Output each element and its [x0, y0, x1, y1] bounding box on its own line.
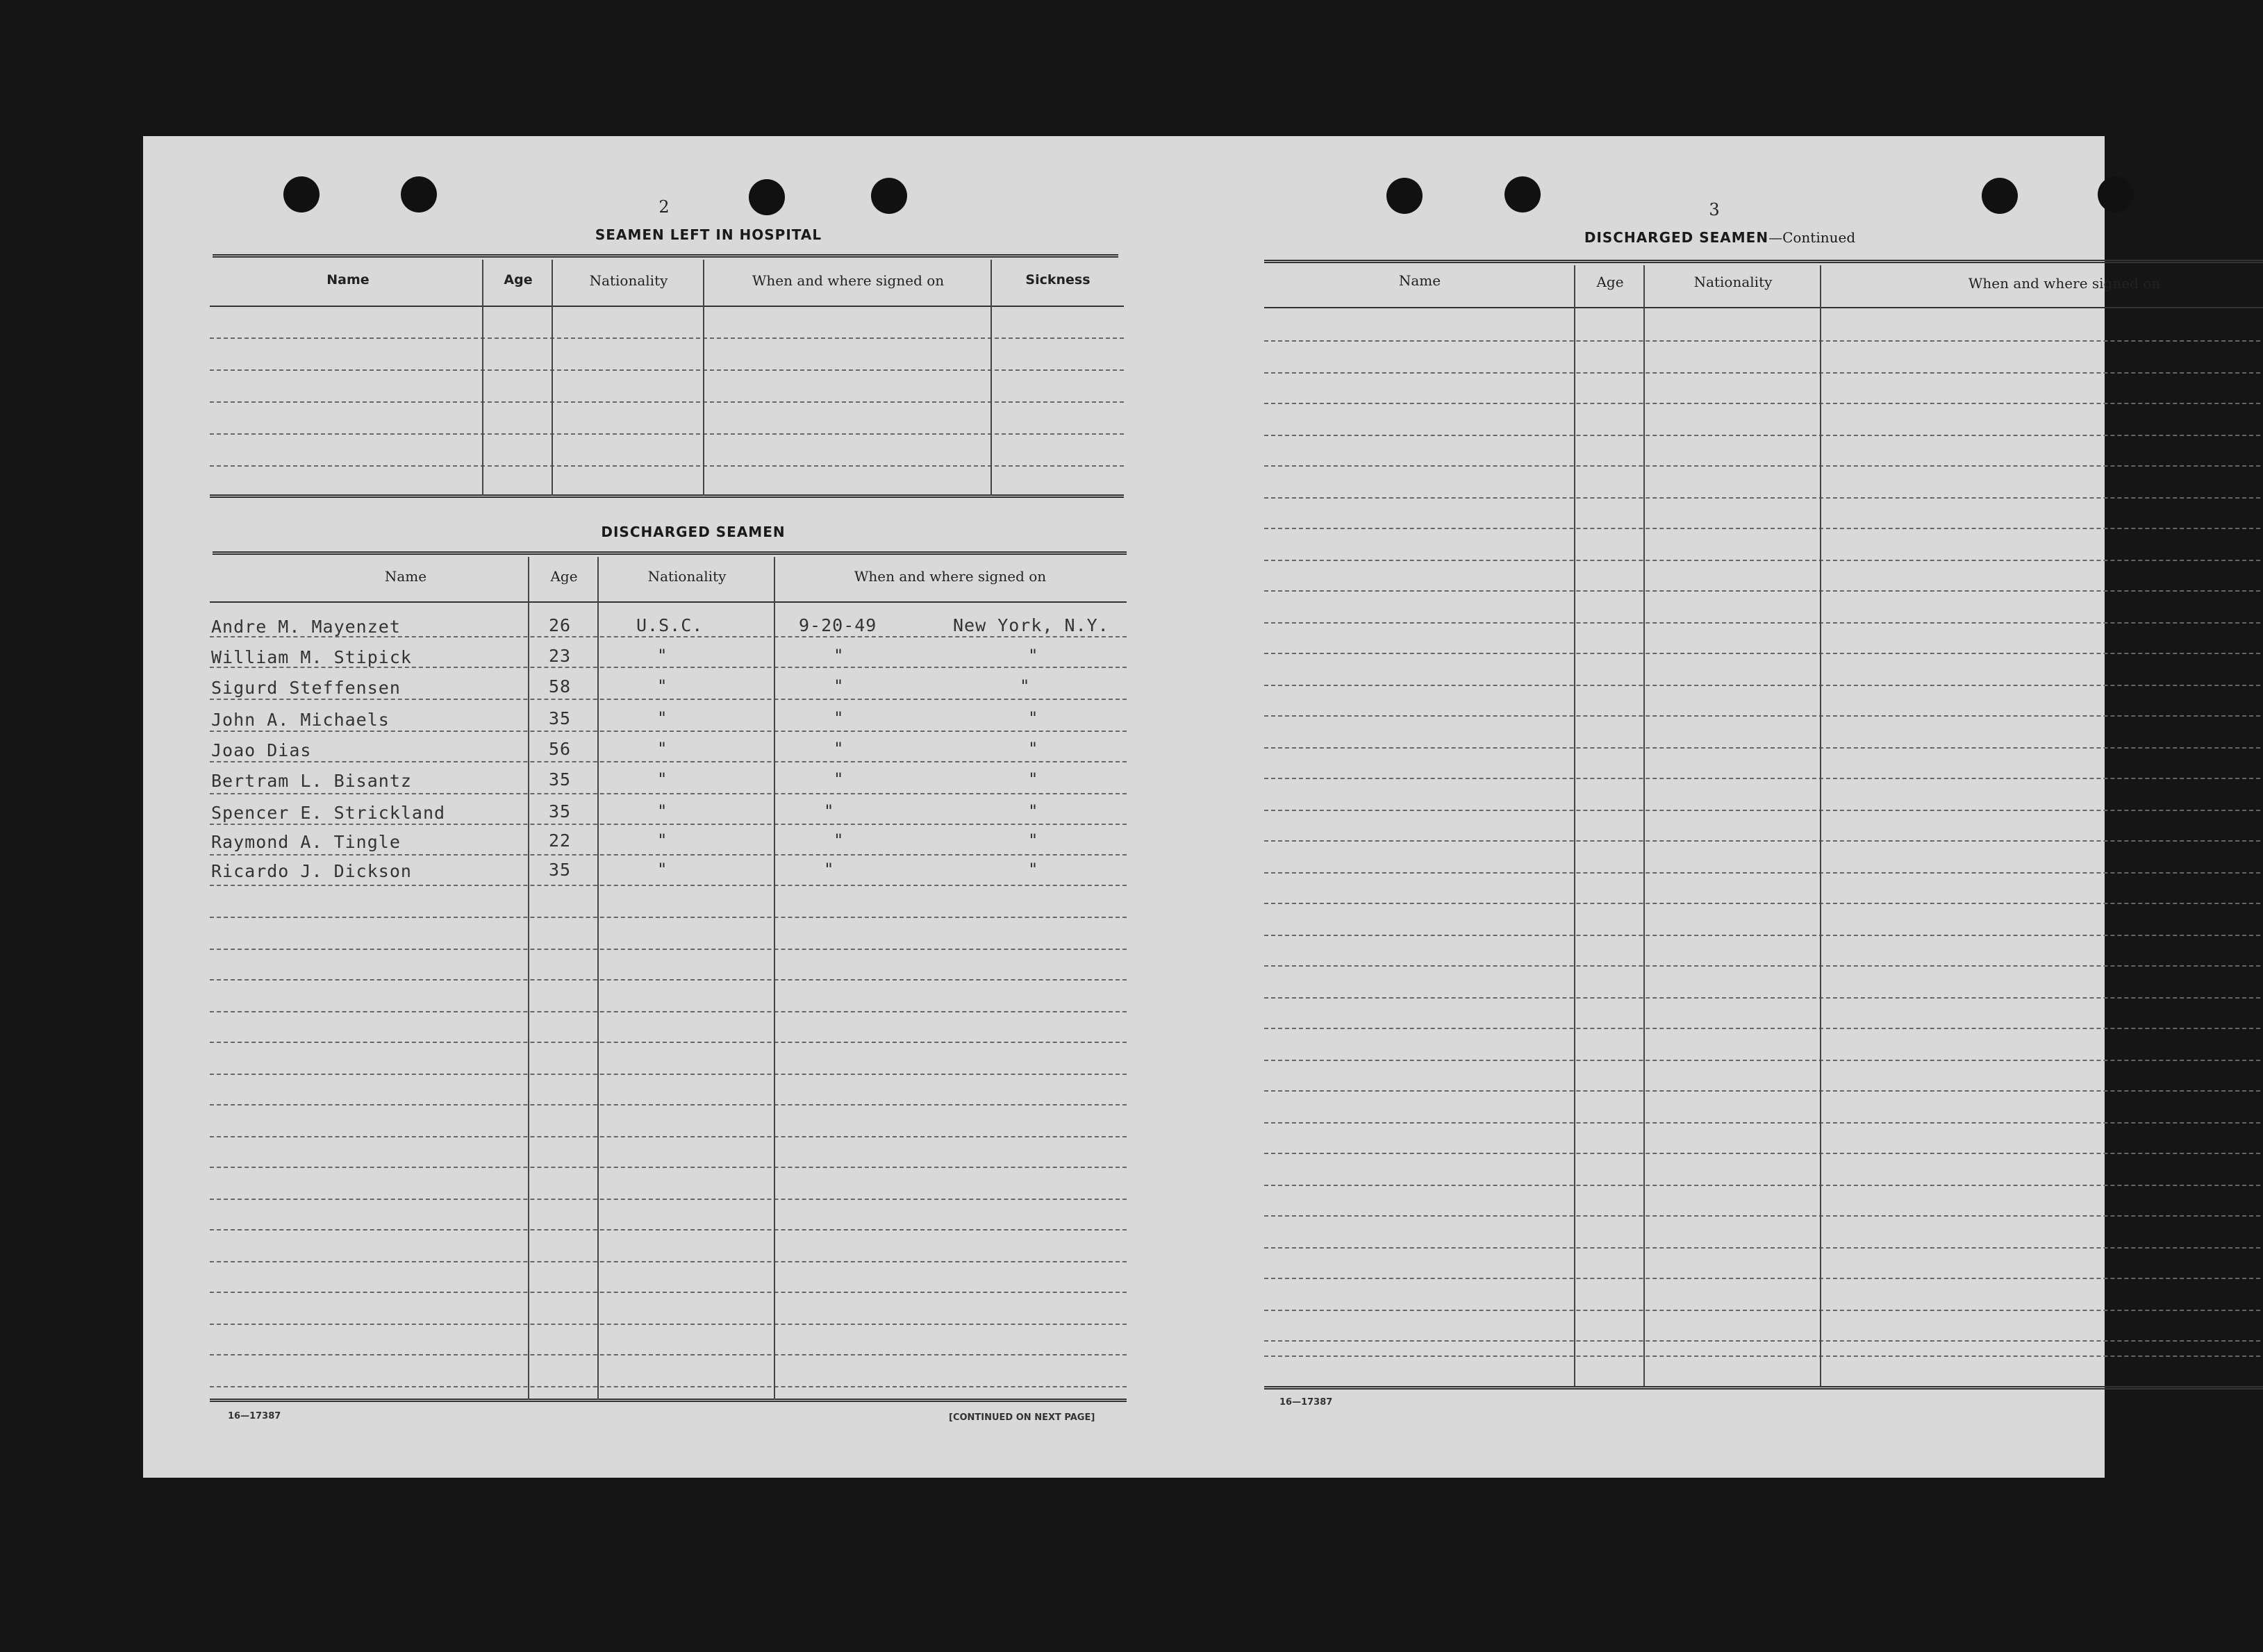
col-header-signed-on: When and where signed on: [1968, 275, 2161, 292]
dotted-row-line: [210, 885, 1127, 886]
column-divider: [528, 557, 529, 1400]
punch-hole: [1504, 176, 1541, 212]
dotted-row-line: [210, 465, 1124, 467]
hospital-section-title: SEAMEN LEFT IN HOSPITAL: [595, 226, 822, 243]
punch-hole: [283, 176, 320, 212]
seaman-name: Ricardo J. Dickson: [211, 861, 412, 881]
seaman-age: 58: [549, 676, 572, 696]
dotted-row-line: [1264, 1215, 2263, 1217]
seaman-age: 26: [549, 615, 572, 635]
dotted-row-line: [1264, 810, 2263, 811]
dotted-row-line: [210, 1354, 1127, 1355]
punch-hole: [749, 179, 785, 215]
col-header-name: Name: [1398, 272, 1441, 289]
signed-on-date: ": [824, 801, 834, 821]
signed-on-place: ": [1028, 801, 1038, 821]
dotted-row-line: [210, 1167, 1127, 1168]
signed-on-place: ": [1028, 831, 1038, 850]
col-header-signed-on: When and where signed on: [752, 272, 945, 289]
col-header-sickness: Sickness: [1025, 272, 1091, 287]
dotted-row-line: [210, 1011, 1127, 1012]
dotted-row-line: [1264, 778, 2263, 779]
seaman-age: 22: [549, 831, 572, 851]
dotted-row-line: [1264, 1122, 2263, 1124]
dotted-row-line: [1264, 497, 2263, 499]
dotted-row-line: [1264, 872, 2263, 874]
dotted-row-line: [210, 433, 1124, 435]
discharged-continued-title: [1560, 229, 1880, 246]
seaman-age: 35: [549, 801, 572, 821]
signed-on-date: ": [834, 646, 844, 665]
header-rule: [210, 601, 1127, 603]
seaman-name: William M. Stipick: [211, 647, 412, 667]
signed-on-place: ": [1028, 646, 1038, 665]
column-divider: [1643, 265, 1645, 1386]
seaman-nationality: ": [657, 739, 668, 758]
column-divider: [703, 260, 704, 496]
dotted-row-line: [1264, 528, 2263, 529]
col-header-name: Name: [326, 272, 370, 287]
seaman-age: 35: [549, 769, 572, 790]
punch-hole: [1386, 178, 1423, 214]
dotted-row-line: [210, 761, 1127, 762]
col-header-nationality: Nationality: [647, 568, 727, 585]
dotted-row-line: [1264, 622, 2263, 624]
dotted-row-line: [210, 1104, 1127, 1105]
dotted-row-line: [210, 979, 1127, 981]
signed-on-place: ": [1028, 739, 1038, 758]
dotted-row-line: [1264, 435, 2263, 436]
signed-on-place: New York, N.Y.: [953, 615, 1109, 635]
column-divider: [990, 260, 992, 496]
signed-on-date: ": [824, 860, 834, 879]
header-rule: [1264, 307, 2263, 308]
col-header-signed-on: When and where signed on: [854, 568, 1047, 585]
section-title-text: DISCHARGED SEAMEN: [1584, 229, 1769, 246]
seaman-name: Spencer E. Strickland: [211, 803, 446, 823]
dotted-row-line: [210, 1136, 1127, 1137]
table-bottom-rule: [210, 494, 1124, 498]
signed-on-date: ": [834, 676, 844, 696]
discharged-section-title: DISCHARGED SEAMEN: [601, 524, 786, 540]
table-bottom-rule: [210, 1399, 1127, 1402]
column-divider: [1820, 265, 1821, 1386]
signed-on-date: 9-20-49: [799, 615, 877, 635]
dotted-row-line: [1264, 653, 2263, 654]
punch-hole: [871, 178, 907, 214]
dotted-row-line: [1264, 1060, 2263, 1061]
signed-on-place: ": [1020, 676, 1030, 696]
seaman-age: 23: [549, 646, 572, 666]
seaman-name: Raymond A. Tingle: [211, 832, 401, 852]
dotted-row-line: [1264, 1278, 2263, 1279]
signed-on-date: ": [834, 769, 844, 789]
col-header-age: Age: [550, 568, 578, 585]
dotted-row-line: [210, 1324, 1127, 1325]
dotted-row-line: [210, 1261, 1127, 1262]
punch-hole: [2098, 176, 2134, 212]
dotted-row-line: [1264, 590, 2263, 592]
page-number: 3: [1709, 200, 1720, 219]
dotted-row-line: [210, 824, 1127, 825]
dotted-row-line: [210, 917, 1127, 918]
col-header-age: Age: [1596, 274, 1624, 290]
dotted-row-line: [1264, 372, 2263, 374]
dotted-row-line: [210, 949, 1127, 950]
dotted-row-line: [1264, 1310, 2263, 1311]
col-header-name: Name: [384, 568, 427, 585]
dotted-row-line: [1264, 1340, 2263, 1342]
dotted-row-line: [210, 369, 1124, 371]
seaman-nationality: ": [657, 769, 668, 789]
dotted-row-line: [1264, 997, 2263, 999]
signed-on-place: ": [1028, 769, 1038, 789]
punch-hole: [1982, 178, 2018, 214]
seaman-age: 56: [549, 739, 572, 759]
dotted-row-line: [1264, 1090, 2263, 1092]
dotted-row-line: [1264, 560, 2263, 561]
seaman-nationality: ": [657, 646, 668, 665]
form-code: 16—17387: [228, 1411, 281, 1421]
dotted-row-line: [1264, 1247, 2263, 1249]
dotted-row-line: [210, 1292, 1127, 1293]
dotted-row-line: [210, 854, 1127, 856]
table-bottom-rule: [1264, 1386, 2263, 1390]
continued-suffix: —Continued: [1768, 229, 1856, 246]
dotted-row-line: [210, 731, 1127, 732]
dotted-row-line: [1264, 935, 2263, 936]
seaman-name: Joao Dias: [211, 740, 312, 760]
dotted-row-line: [1264, 1028, 2263, 1029]
seaman-name: John A. Michaels: [211, 710, 390, 730]
dotted-row-line: [1264, 965, 2263, 967]
seaman-nationality: ": [657, 708, 668, 728]
table-top-rule: [213, 551, 1127, 555]
seaman-nationality: ": [657, 801, 668, 821]
column-divider: [482, 260, 483, 496]
seaman-nationality: U.S.C.: [636, 615, 704, 635]
form-code: 16—17387: [1279, 1397, 1333, 1408]
col-header-age: Age: [504, 272, 533, 287]
seaman-age: 35: [549, 860, 572, 880]
table-top-rule: [1264, 260, 2263, 263]
dotted-row-line: [1264, 903, 2263, 904]
dotted-row-line: [210, 1386, 1127, 1387]
col-header-nationality: Nationality: [589, 272, 668, 289]
header-rule: [210, 306, 1124, 307]
column-divider: [597, 557, 599, 1400]
punch-hole: [401, 176, 437, 212]
dotted-row-line: [1264, 840, 2263, 842]
dotted-row-line: [1264, 340, 2263, 342]
dotted-row-line: [210, 1074, 1127, 1075]
dotted-row-line: [210, 699, 1127, 700]
dotted-row-line: [1264, 1153, 2263, 1154]
dotted-row-line: [1264, 1185, 2263, 1186]
dotted-row-line: [210, 1199, 1127, 1200]
dotted-row-line: [210, 401, 1124, 403]
dotted-row-line: [210, 1229, 1127, 1230]
dotted-row-line: [1264, 685, 2263, 686]
page-number: 2: [658, 197, 670, 217]
seaman-name: Bertram L. Bisantz: [211, 771, 412, 791]
signed-on-date: ": [834, 831, 844, 850]
dotted-row-line: [1264, 715, 2263, 717]
signed-on-date: ": [834, 739, 844, 758]
column-divider: [774, 557, 775, 1400]
col-header-nationality: Nationality: [1693, 274, 1773, 290]
seaman-name: Andre M. Mayenzet: [211, 617, 401, 637]
table-top-rule: [213, 254, 1118, 258]
dotted-row-line: [210, 1042, 1127, 1043]
signed-on-place: ": [1028, 708, 1038, 728]
dotted-row-line: [210, 337, 1124, 339]
seaman-nationality: ": [657, 831, 668, 850]
dotted-row-line: [210, 793, 1127, 794]
continued-note: [CONTINUED ON NEXT PAGE]: [949, 1412, 1095, 1423]
dotted-row-line: [1264, 1355, 2263, 1357]
seaman-nationality: ": [657, 860, 668, 879]
signed-on-date: ": [834, 708, 844, 728]
dotted-row-line: [1264, 403, 2263, 404]
dotted-row-line: [1264, 465, 2263, 467]
dotted-row-line: [1264, 747, 2263, 749]
document-sheet: [143, 136, 2161, 1478]
column-divider: [1574, 265, 1575, 1386]
seaman-name: Sigurd Steffensen: [211, 678, 401, 698]
signed-on-place: ": [1028, 860, 1038, 879]
seaman-age: 35: [549, 708, 572, 728]
column-divider: [552, 260, 553, 496]
seaman-nationality: ": [657, 676, 668, 696]
